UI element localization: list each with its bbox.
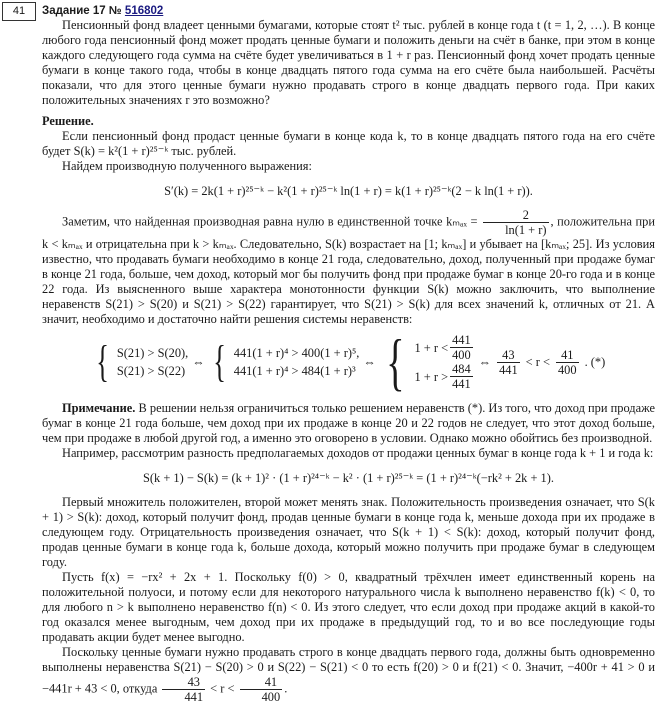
left-brace: { xyxy=(385,326,405,397)
system-2-row-2: 441(1 + r)⁴ > 484(1 + r)³ xyxy=(233,364,356,378)
solution-paragraph-4: Например, рассмотрим разность предполагаемых доходов от продажи ценных бумаг в конце года k + 1 и года k: xyxy=(62,446,654,460)
answer-middle: < r < xyxy=(210,681,235,696)
solution-paragraph-7 xyxy=(42,645,655,704)
fraction-denominator: 400 xyxy=(557,362,577,377)
fraction-numerator: 43 xyxy=(502,347,515,362)
left-brace: { xyxy=(95,337,109,386)
solution-heading: Решение. xyxy=(42,114,94,128)
equiv-sign: ⇔ xyxy=(363,354,376,369)
p7-text: Поскольку ценные бумаги нужно продавать строго в конце двадцать первого года, должны быть одновременно выполнены неравенства S(21) − S(20) > 0 и S(22) − S(21) < 0 то есть f(20) > 0 и f(21) < 0. Значит, −400r + 41 > 0 и −441r + 43 < 0, откуда xyxy=(42,645,655,696)
fraction-numerator: 484 xyxy=(452,362,471,376)
fraction-numerator: 41 xyxy=(561,347,574,362)
task-title-text: Задание 17 № xyxy=(42,5,122,17)
system-2 xyxy=(234,344,360,380)
fraction-denominator: 441 xyxy=(499,362,518,377)
note-paragraph xyxy=(42,401,655,446)
fraction-numerator: 43 xyxy=(187,675,200,689)
row-lhs: 1 + r > xyxy=(414,369,449,384)
solution-paragraph-5: Первый множитель положителен, второй может менять знак. Положительность произведения означает, что S(k + 1) > S(k): доход, который получит фонд, продав ценные бумаги в конце года k, меньше дохода при их продаже в следующем году. Отрицательность произведения означает, что S(k + 1) < S(k): доход, который получит фонд, продав ценные бумаги в конце года k, больше дохода, который можно получить при продаже бумаг в следующем году. xyxy=(42,495,655,569)
difference-formula: S(k + 1) − S(k) = (k + 1)² · (1 + r)²⁴⁻ᵏ − k² · (1 + r)²⁵⁻ᵏ = (1 + r)²⁴⁻ᵏ(−rk² + 2k + 1). xyxy=(143,471,554,485)
fraction-numerator: 41 xyxy=(264,675,278,689)
result-mark: . (*) xyxy=(584,354,606,369)
inequality-system xyxy=(42,326,655,397)
fraction-numerator: 441 xyxy=(452,333,471,347)
equiv-sign: ⇔ xyxy=(478,354,492,369)
result-fraction-1 xyxy=(497,348,520,377)
fraction-denominator: 400 xyxy=(240,689,283,704)
fraction-numerator: 2 xyxy=(522,208,529,222)
p3-text-b: , положительна при k < kₘₐₓ и отрицательна при k > kₘₐₓ. Следовательно, S(k) возрастает на [1; kₘₐₓ] и убывает на [kₘₐₓ; 25]. Из условия известно, что продавать бумаги необходимо в конце 21 года, следовательно, доход, полученный при продаже бумаг в конце 21 года, больше, чем доход, который мог бы получить фонд при продаже бумаг в конце 20-го года и в конце 22 года. Из выясненного выше характера монотонности функции S(k) можно заключить, что выполнение неравенств S(21) > S(20) и S(21) > S(22) гарантирует, что S(21) > S(k) для всех значений k, отличных от 21. А значит, необходимо и достаточно найти решения системы неравенств: xyxy=(42,214,655,326)
solution-paragraph-3 xyxy=(42,208,655,327)
system-2-row-1: 441(1 + r)⁴ > 400(1 + r)⁵, xyxy=(233,346,360,360)
solution-paragraph-6: Пусть f(x) = −rx² + 2x + 1. Поскольку f(0) > 0, квадратный трёхчлен имеет единственный корень на положительной полуоси, и потому если для некоторого натурального числа k выполнено неравенство f(k) < 0, то для любого n > k выполнено неравенство f(n) < 0. Из этого следует, что если доход при продаже акций в какой-то год оказался менее выгодным, чем доход при их продаже в предыдущий год, то и во все последующие годы продавать акции будет менее выгодно. xyxy=(42,570,655,644)
system-3-row-2 xyxy=(414,362,474,391)
problem-statement: Пенсионный фонд владеет ценными бумагами, которые стоят t² тыс. рублей в конце года t (t = 1, 2, …). В конце любого года пенсионный фонд может продать ценные бумаги и положить деньги на счёт в банке, при этом в конце каждого следующего года сумма на счёте будет увеличиваться в 1 + r раз. Пенсионный фонд хочет продать ценные бумаги в конце такого года, чтобы в конце двадцать пятого года сумма на его счёте была наибольшей. Расчёты показали, что для этого ценные бумаги нужно продавать строго в конце двадцать первого года. При каких положительных значениях r это возможно? xyxy=(42,18,655,107)
answer-fraction-2 xyxy=(240,675,283,704)
task-id-link[interactable]: 516802 xyxy=(124,5,164,17)
p3-text-a: Заметим, что найденная производная равна нулю в единственной точке kₘₐₓ = xyxy=(62,214,478,229)
system-1-row-2: S(21) > S(22) xyxy=(116,364,186,378)
system-3-row-1 xyxy=(414,333,474,362)
note-text: В решении нельзя ограничиться только решением неравенств (*). Из того, что доход при продаже бумаг в конце 21 года больше, чем доход при их продаже в конце 20 и 22 годов не следует, что этот доход больше, чем при продаже в любой другой год, а именно это оговорено в условии. Однако можно обойтись без производной. xyxy=(42,401,655,445)
fraction-denominator: 441 xyxy=(452,377,471,391)
solution-paragraph-1: Если пенсионный фонд продаст ценные бумаги в конце кода k, то в конце двадцать пятого года на его счёте будет S(k) = k²(1 + r)²⁵⁻ᵏ тыс. рублей. xyxy=(42,129,655,158)
fraction-denominator: 400 xyxy=(452,348,471,362)
fraction-denominator: ln(1 + r) xyxy=(483,222,548,237)
answer-fraction-1 xyxy=(162,675,205,704)
kmax-fraction xyxy=(483,208,548,237)
derivative-formula: S′(k) = 2k(1 + r)²⁵⁻ᵏ − k²(1 + r)²⁵⁻ᵏ ln(1 + r) = k(1 + r)²⁵⁻ᵏ(2 − k ln(1 + r)). xyxy=(164,184,533,198)
fraction xyxy=(450,333,473,362)
fraction xyxy=(450,362,473,391)
task-number-box: 41 xyxy=(2,2,36,21)
equiv-sign: ⇔ xyxy=(192,354,205,369)
solution-paragraph-2: Найдем производную полученного выражения: xyxy=(62,159,312,173)
result-fraction-2 xyxy=(556,348,579,377)
system-1 xyxy=(117,344,188,380)
system-3 xyxy=(414,333,474,391)
row-lhs: 1 + r < xyxy=(414,340,449,355)
system-1-row-1: S(21) > S(20), xyxy=(116,346,189,360)
task-content xyxy=(42,18,655,704)
note-label: Примечание. xyxy=(62,401,136,415)
answer-end: . xyxy=(284,681,288,696)
left-brace: { xyxy=(212,337,226,386)
fraction-denominator: 441 xyxy=(162,689,205,704)
result-middle: < r < xyxy=(525,354,550,369)
